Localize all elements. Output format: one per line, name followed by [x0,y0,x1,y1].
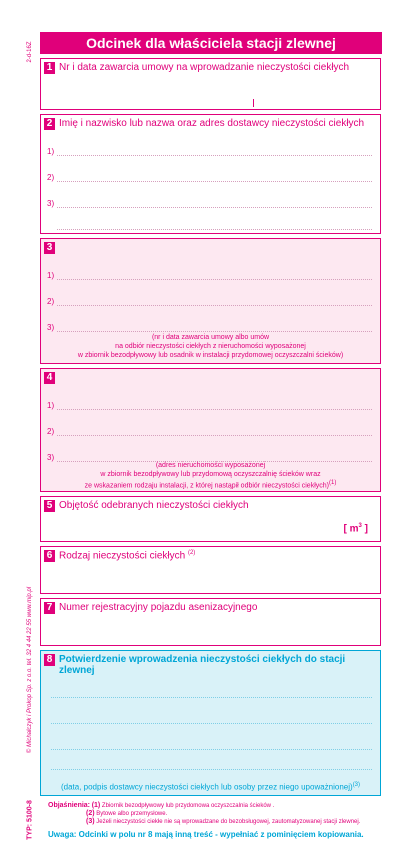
text-cursor [253,99,254,107]
unit-label: [ $m^3$ ] [343,523,368,535]
dotted-line[interactable] [57,229,372,230]
dotted-line[interactable] [51,749,372,750]
field-label: Nr i data zawarcia umowy na wprowadzanie nieczystości ciekłych [59,62,350,73]
field-number: 5 [44,500,55,512]
field-number: 6 [44,550,55,562]
field-label: Potwierdzenie wprowadzenia nieczystości ciekłych do stacji zlewnej [59,654,346,676]
field-8-confirmation[interactable] [40,650,381,796]
field-label: Rodzaj nieczystości ciekłych $^{(2)}$ [59,550,196,562]
field-caption: (nr i data zawarcia umowy albo umów na odbiór nieczystości ciekłych z nieruchomości wyposażonej w zbiornik bezodpływowy lub osadnik w instalacji przydomowej oczyszczalni ścieków) [77,334,344,359]
dotted-line[interactable] [57,181,372,182]
row-label: 1) [47,147,55,156]
dotted-line[interactable] [57,435,372,436]
field-number: 7 [44,602,55,614]
dotted-line[interactable] [51,697,372,698]
field-6-waste-type[interactable] [40,546,381,594]
field-caption: (data, podpis dostawcy nieczystości ciekłych lub osoby przez niego upoważnionej)$^{(3)}$ [60,782,361,792]
dotted-line[interactable] [57,207,372,208]
row-label: 1) [47,271,55,280]
field-number: 3 [44,242,55,254]
publisher-text: © Michalczyk i Prokop Sp. z o.o. tel. 32 4 44 22 55 www.mip.pl [27,586,33,754]
field-4-property-address[interactable] [40,368,381,492]
row-label: 3) [47,323,55,332]
form-code: 2-d-16Z [27,41,33,63]
dotted-line[interactable] [57,331,372,332]
field-3-agreements[interactable] [40,238,381,364]
field-number: 4 [44,372,55,384]
field-7-vehicle-registration[interactable] [40,598,381,646]
dotted-line[interactable] [57,305,372,306]
field-5-volume[interactable] [40,496,381,542]
field-label: Objętość odebranych nieczystości ciekłych [59,500,249,511]
usage-note: Uwaga: Odcinki w polu nr 8 mają inną treść - wypełniać z pominięciem kopiowania. [48,830,364,839]
form-title: Odcinek dla właściciela stacji zlewnej [40,32,382,54]
type-code: TYP: 5100-8 [26,800,34,840]
row-label: 3) [47,199,55,208]
field-2-supplier[interactable] [40,114,381,234]
row-label: 1) [47,401,55,410]
row-label: 3) [47,453,55,462]
field-1-contract-number[interactable] [40,58,381,110]
explanations: Objaśnienia: (1) Zbiornik bezodpływowy lub przydomowa oczyszczalnia ścieków . (2) Bytowe albo przemysłowe. (3) Jeżeli nieczystości ciekłe nie są wprowadzane do bezobsługowej, zautomatyzowanej stacji zlewnej. [48,802,361,825]
row-label: 2) [47,297,55,306]
dotted-line[interactable] [57,155,372,156]
field-number: 8 [44,654,55,666]
dotted-line[interactable] [51,723,372,724]
dotted-line[interactable] [57,279,372,280]
row-label: 2) [47,427,55,436]
row-label: 2) [47,173,55,182]
field-caption: (adres nieruchomości wyposażonej w zbiornik bezodpływowy lub przydomową oczyszczalnię ścieków wraz ze wskazaniem rodzaju instalacji, z której nastąpił odbiór nieczystości ciekłych)$^{(1)}$ [84,462,337,490]
field-number: 1 [44,62,55,74]
field-label: Numer rejestracyjny pojazdu asenizacyjnego [59,602,258,613]
field-label: Imię i nazwisko lub nazwa oraz adres dostawcy nieczystości ciekłych [59,118,365,129]
dotted-line[interactable] [51,769,372,770]
dotted-line[interactable] [57,409,372,410]
field-number: 2 [44,118,55,130]
